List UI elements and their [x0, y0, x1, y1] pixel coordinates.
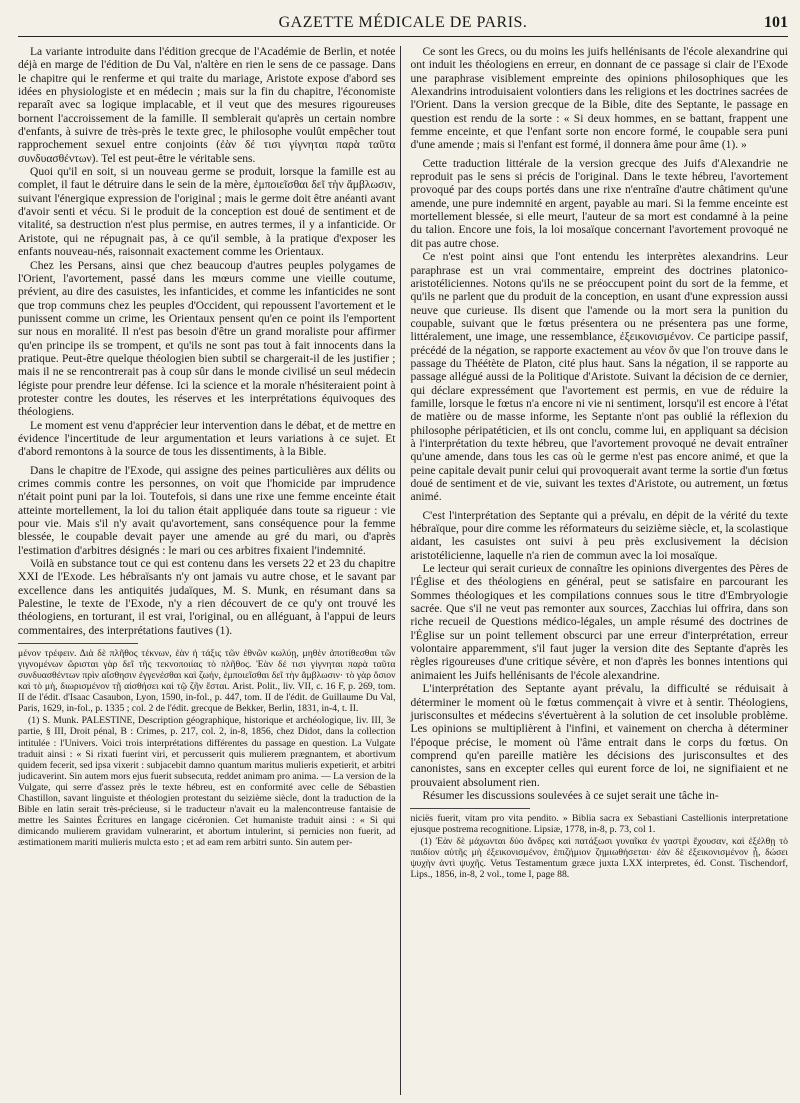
paragraph: Cette traduction littérale de la version grecque des Juifs d'Alexandrie ne reproduit pas le sens si précis de l'original. Dans le texte hébreu, l'avortement provoqué par des coups portés dans une rixe n'entraîne d'autre châtiment qu'une amende, une pure indemnité en argent, payable au mari. Si la femme enceinte est mortellement blessée, si elle meurt, l'auteur de sa mort est condamné à la peine du talion. Encore une fois, la loi mosaïque concernant l'avortement provoqué ne dit pas autre chose.: [410, 157, 788, 250]
footnote: μένον τρέφειν. Διὰ δὲ πλῆθος τέκνων, ἐὰν ἡ τάξις τῶν ἐθνῶν κωλύῃ, μηθὲν ἀποτίθεσθαι τῶν γιγνομένων ὥρισται γὰρ δεῖ τῆς τεκνοποιίας τὸ πλῆθος. Ἐὰν δέ τισι γίγνηται παρὰ ταῦτα συνδυασθέντων πρὶν αἴσθησιν ἐγγενέσθαι καὶ ζωήν, ἐμποιεῖσθαι δεῖ τὴν ἄμβλωσιν· τὸ γὰρ ὅσιον καὶ τὸ μὴ, διωρισμένον τῇ αἰσθήσει καὶ τῷ ζῆν ἔσται. Arist. Polit., liv. VII, c. 16 F, p. 269, tom. II de l'édit. d'Isaac Casaubon, Lyon, 1590, in-fol., p. 447, tom. II de l'édit. de Guillaume Du Val, Paris, 1629, in-fol., p. 1335 ; col. 2 de l'édit. grecque de Bekker, Berlin, 1831, in-4, t. II.: [18, 648, 396, 715]
footnote: (1) S. Munk. PALESTINE, Description géographique, historique et archéologique, liv. III, 3e partie, § III, Droit pénal, B : Crimes, p. 217, col. 2, in-8, 1856, chez Didot, dans la collection intitulée : l'Univers. Voici trois interprétations différentes du passage en question. La Vulgate traduit ainsi : « Si rixati fuerint viri, et percusserit quis mulierem prægnantem, et abortivum quidem fecerit, sed ipsa vixerit : subjacebit damno quantum maritus mulieris expetierit, et arbitri judicaverint. Sin autem mors ejus fuerit subsecuta, reddet animam pro anima. — La version de la Vulgate, qui serre d'assez près le texte hébreu, est en conformité avec celle de Sébastien Chastillon, savant linguiste et théologien protestant du seizième siècle, dont la traduction de la Bible en latin serait très-précieuse, si le traducteur n'avait eu la malencontreuse fantaisie de mettre les Saintes Écritures en langage cicéronien. Cet humaniste traduit ainsi : « Si qui dimicando mulierem gravidam vulnerarint, et abortum intulerint, si pernicies non fuerit, ad æstimationem mariti mulieris mulcta esto ; et ad eam rem arbitri sunto. Sin autem per-: [18, 715, 396, 848]
right-column-text: [410, 46, 788, 803]
two-column-body: [18, 46, 788, 1095]
paragraph: Ce sont les Grecs, ou du moins les juifs hellénisants de l'école alexandrine qui ont induit les théologiens en erreur, en donnant de ce passage si clair de l'Exode une paraphrase visiblement empreinte des opinions philosophiques que les Alexandrins introduisaient volontiers dans les religions et les doctrines sacrées de l'Orient. Dans la version grecque de la Bible, dite des Septante, le passage en question est rendu de la sorte : « Si deux hommes, en se battant, frappent une femme enceinte, et que l'enfant sorte non encore formé, le coupable sera puni d'une amende ; mais si l'enfant est formé, il donnera âme pour âme (1). »: [410, 46, 788, 152]
paragraph: Dans le chapitre de l'Exode, qui assigne des peines particulières aux délits ou crimes commis contre les personnes, on voit que l'homicide par imprudence n'était point puni par la loi. Toutefois, si dans une rixe une femme enceinte était atteinte mortellement, la loi du talion était appliquée dans toute sa rigueur : vie pour vie. Mais s'il n'y avait qu'avortement, sans conséquence pour la femme blessée, le coupable devait payer une amende au gré du mari, ou d'après l'estimation d'arbitres désignés : le mari ou ces arbitres fixaient l'indemnité.: [18, 464, 396, 557]
footnote-separator: [410, 808, 530, 809]
paragraph: Quoi qu'il en soit, si un nouveau germe se produit, lorsque la famille est au complet, il faut le détruire dans le sein de la mère, ἐμποιεῖσθαι δεῖ τὴν ἄμβλωσιν, suivant l'énergique expression de l'original ; mais le germe doit être anéanti avant d'avoir senti et vécu. Si le produit de la conception est doué de sentiment et de vitalité, sa destruction n'est plus permise, en autres termes, il y a infanticide. Or Aristote, qui ne répugnait pas, à ce qu'il semble, à la pratique d'exposer les enfants nouveau-nés, raisonnait exactement comme les Orientaux.: [18, 166, 396, 259]
paragraph: C'est l'interprétation des Septante qui a prévalu, en dépit de la vérité du texte hébraïque, pour dire comme les réformateurs du seizième siècle, et, la scolastique aidant, les casuistes ont suivi à peu près exclusivement la décision aristotélicienne, laquelle n'a rien de commun avec la loi mosaïque.: [410, 509, 788, 562]
footnote-separator: [18, 643, 138, 644]
left-column: [18, 46, 396, 1095]
paragraph: Résumer les discussions soulevées à ce sujet serait une tâche in-: [422, 789, 719, 802]
paragraph: Voilà en substance tout ce qui est contenu dans les versets 22 et 23 du chapitre XXI de l'Exode. Les hébraïsants n'y ont jamais vu autre chose, et le savant par excellence dans les antiquités judaïques, M. S. Munk, en résumant dans sa Palestine, le texte de l'Exode, n'y a rien découvert de ce qu'y ont trouvé les théologiens, en torturant, il est vrai, l'original, ou en alléguant, à l'appui de leurs commentaires, des interprétations fautives (1).: [18, 558, 396, 637]
paragraph: Chez les Persans, ainsi que chez beaucoup d'autres peuples polygames de l'Orient, l'avortement, passé dans les mœurs comme une vieille coutume, prévient, au dire des casuistes, les infanticides, et comme les infanticides ne sont que trop communs chez les peuples d'Occident, qui repoussent l'avortement et le punissent comme un crime, les Orientaux pensent qu'en ce point ils l'emportent sur nous en moralité. Il n'est pas besoin d'être un grand moraliste pour affirmer qu'en principe ils se trompent, et qu'ils ne sont pas tout à fait innocents dans la pratique. Peut-être quelque théologien bien subtil se chargerait-il de les justifier ; mais il ne se rencontrerait pas à coup sûr dans le monde civilisé un seul médecin légiste pour prendre leur défense. Ici la science et la morale n'hésiteraient point à protester contre les doutes, les réserves et les interprétations équivoques des théologiens.: [18, 259, 396, 419]
footnote: niciës fuerit, vitam pro vita pendito. » Biblia sacra ex Sebastiani Castellionis interpretatione ejusque postrema recognitione. Lipsiæ, 1778, in-8, p. 73, col 1.: [410, 813, 788, 836]
paragraph: Le lecteur qui serait curieux de connaître les opinions divergentes des Pères de l'Église et des théologiens en général, peut se satisfaire en parcourant les Sommes théologiques et les compilations connues sous le titre d'Embryologie sacrée. Que s'il ne veut pas remonter aux sources, Zacchias lui offrira, dans son riche recueil de Questions médico-légales, un ample résumé des doctrines de l'Église sur un point tellement obscurci par une erreur d'interprétation, erreur volontaire apparemment, s'il faut juger la version dite des Septante d'après les règles rigoureuses d'une critique sévère, et non d'après les bonnes intentions qui animaient les Juifs hellénisants de l'école alexandrine.: [410, 563, 788, 682]
paragraph: La variante introduite dans l'édition grecque de l'Académie de Berlin, et notée déjà en marge de l'édition de Du Val, n'altère en rien le sens de ce passage. Dans le chapitre qui le renferme et qui traite du mariage, Aristote expose d'abord ses idées en physiologiste et en médecin ; mais sur la fin du chapitre, l'économiste reparaît avec sa logique implacable, et il veut que des mesures rigoureuses bornent l'accroissement de la famille. Il semblerait qu'après un certain nombre d'enfants, à suivre de très-près le texte grec, le philosophe voulût empêcher tout rapprochement sexuel entre conjoints (ἐὰν δέ τισι γίγνηται παρὰ ταῦτα συνδυασθέντων). Tel est peut-être le véritable sens.: [18, 46, 396, 165]
journal-title: GAZETTE MÉDICALE DE PARIS.: [278, 14, 528, 31]
page-header: [18, 14, 788, 37]
page-number: 101: [764, 14, 788, 31]
paragraph: L'interprétation des Septante ayant prévalu, la difficulté se réduisait à déterminer le moment où le fœtus commençait à vivre et à sentir. Théologiens, jurisconsultes et médecins s'évertuèrent à la solution de cet insoluble problème. Les opinions se multiplièrent à l'infini, et vainement on chercha à déterminer l'époque précise, le moment où l'âme entrait dans le corps du fœtus. On comprend qu'en pareille matière les décisions des jurisconsultes et des canonistes, sans en excepter celles qui eurent force de loi, ne signifiaient et ne prouvaient absolument rien.: [410, 683, 788, 789]
right-footnotes: [410, 813, 788, 880]
left-footnotes: [18, 648, 396, 848]
right-column: [400, 46, 788, 1095]
paragraph: Le moment est venu d'apprécier leur intervention dans le débat, et de mettre en évidence l'incertitude de leur argumentation et leurs variations à ce sujet. Et d'abord remontons à la source de tous les dissentiments, à la Bible.: [18, 419, 396, 459]
left-column-text: [18, 46, 396, 638]
footnote: (1) Ἐὰν δὲ μάχωνται δύο ἄνδρες καὶ πατάξωσι γυναῖκα ἐν γαστρὶ ἔχουσαν, καὶ ἐξέλθῃ τὸ παιδίον αὐτῆς μὴ ἐξεικονισμένον, ἐπιζήμιον ζημιωθήσεται· ἐὰν δὲ ἐξεικονισμένον ᾖ, δώσει ψυχὴν ἀντὶ ψυχῆς. Vetus Testamentum græce juxta LXX interpretes, éd. Const. Tischendorf, Lips., 1856, in-8, 2 vol., tome I, page 88.: [410, 836, 788, 881]
paragraph: Ce n'est point ainsi que l'ont entendu les interprètes alexandrins. Leur paraphrase est un vrai commentaire, empreint des doctrines platonico-aristotéliciennes. Notons qu'ils ne se préoccupent point du sort de la femme, et qu'ils ne parlent que du produit de la conception, en usant d'une expression aussi neuve que curieuse. Ils disent que l'amende ou la mort sera la punition du coupable, suivant que le fœtus présentera ou ne présentera pas une forme, littéralement, une image, une ressemblance, ἐξεικονισμένον. Ce participe passif, précédé de la négation, se rapporte exactement au νέον ὂν que l'on trouve dans le passage du Théétète de Platon, cité plus haut. Sans la négation, il se rapporte au passage allégué aussi de la Politique d'Aristote. Suivant la décision de ce dernier, qui déclare expressément que l'avortement est permis, en vue de réduire la famille, lorsque le fœtus n'a encore ni vie ni sentiment, lorsqu'il est encore à l'état de matière ou de masse informe, les Septante n'ont pas oublié la réflexion du philosophe péripatéticien, et ils ont conclu, comme lui, en appliquant sa décision à l'interprétation du texte hébreu, que l'avortement provoqué ne devait entraîner qu'une amende, dans tous les cas où le germe n'est pas encore animé, et que la peine capitale devait punir celui qui provoquerait avant terme la sortie d'un fœtus doué de sentiment et de vie, suivant les textes d'Aristote, ou autrement, un fœtus animé.: [410, 251, 788, 504]
